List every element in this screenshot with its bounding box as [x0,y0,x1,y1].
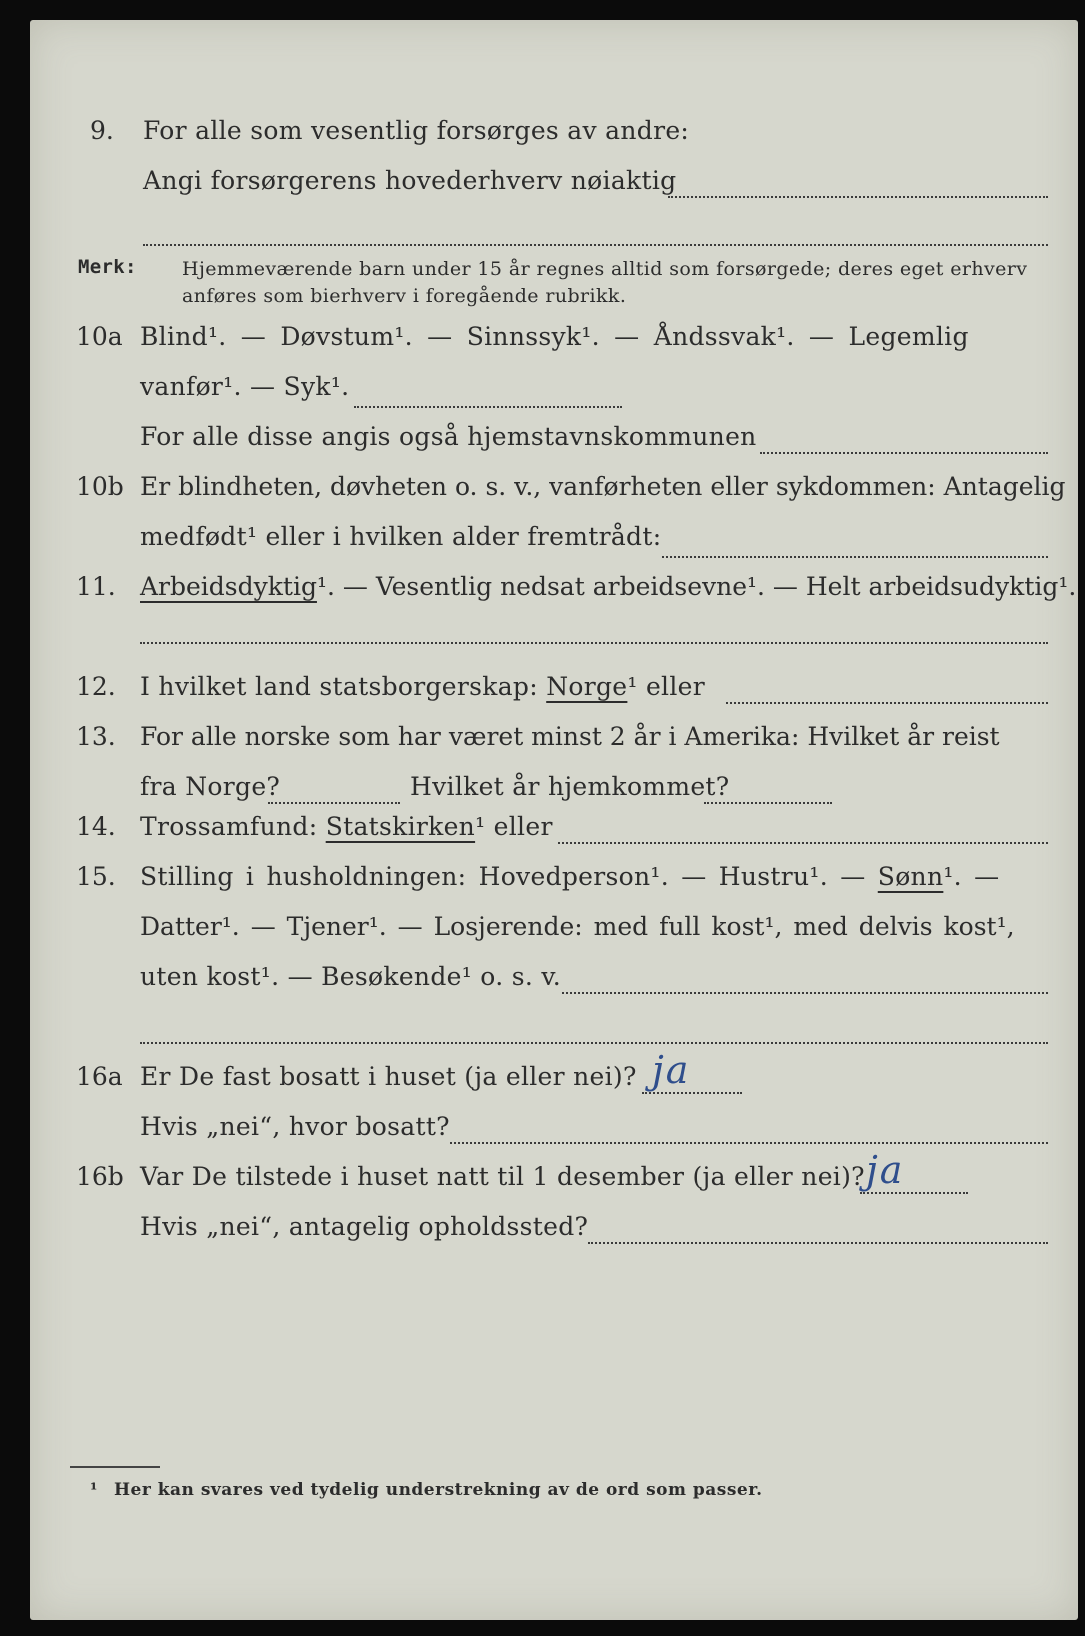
question-number: 15. [76,862,116,891]
answer-line-q12[interactable] [726,702,1048,704]
question-12-rest: ¹ eller [627,672,705,701]
option-statskirken[interactable]: Statskirken [325,812,476,841]
note-label: Merk: [78,256,137,278]
question-9-text: For alle som vesentlig forsørges av andre: [143,116,690,145]
option-norge[interactable]: Norge [546,672,628,701]
answer-line-q10b[interactable] [662,556,1048,558]
question-13-prompt-hjemkommet: Hvilket år hjemkommet? [410,772,730,801]
answer-line-q9-extra[interactable] [143,244,1048,246]
question-12-text [140,672,705,701]
option-arbeidsdyktig[interactable]: Arbeidsdyktig [140,572,317,601]
question-14-lead: Trossamfund: [140,812,318,841]
answer-line-q11[interactable] [140,642,1048,644]
note-text-line1: Hjemmeværende barn under 15 år regnes alltid som forsørgede; deres eget erhverv [182,258,1028,280]
question-15-options-a: Stilling i husholdningen: Hovedperson¹. — Hustru¹. — [140,862,866,891]
handwritten-answer-16a: ja [652,1048,691,1092]
question-16a-prompt: Hvis „nei“, hvor bosatt? [140,1112,450,1141]
question-10a-prompt: For alle disse angis også hjemstavnskommunen [140,422,757,451]
answer-line-q10a[interactable] [354,406,622,408]
question-15-line2: Datter¹. — Tjener¹. — Losjerende: med full kost¹, med delvis kost¹, [140,912,1015,941]
answer-line-q9[interactable] [668,196,1048,198]
question-number: 10b [76,472,124,501]
question-16a-text: Er De fast bosatt i huset (ja eller nei)? [140,1062,637,1091]
question-10a-options: Blind¹. — Døvstum¹. — Sinnssyk¹. — Åndssvak¹. — Legemlig [140,322,969,351]
question-15-line1 [140,862,999,891]
question-number: 11. [76,572,116,601]
question-13-prompt-reist: fra Norge? [140,772,281,801]
question-10a-options-line2: vanfør¹. — Syk¹. [140,372,350,401]
question-16b-prompt: Hvis „nei“, antagelig opholdssted? [140,1212,589,1241]
question-number: 9. [90,116,114,145]
question-10b-text: Er blindheten, døvheten o. s. v., vanførheten eller sykdommen: Antagelig [140,472,1066,501]
question-11-options [140,572,1076,601]
footnote-rule [70,1466,160,1468]
question-13-text: For alle norske som har været minst 2 år i Amerika: Hvilket år reist [140,722,1000,751]
footnote-text: Her kan svares ved tydelig understrekning av de ord som passer. [114,1480,763,1500]
footnote-mark: ¹ [90,1480,98,1500]
answer-line-q16b[interactable] [860,1192,968,1194]
question-number: 16a [76,1062,123,1091]
question-16b-text: Var De tilstede i huset natt til 1 desember (ja eller nei)? [140,1162,865,1191]
answer-line-q13-reist[interactable] [268,802,400,804]
question-number: 12. [76,672,116,701]
answer-line-q16a[interactable] [642,1092,742,1094]
question-14-text [140,812,553,841]
answer-line-q15-extra[interactable] [140,1042,1048,1044]
question-15-options-b: ¹. — [943,862,1000,891]
question-11-rest: ¹. — Vesentlig nedsat arbeidsevne¹. — Helt arbeidsudyktig¹. [316,572,1077,601]
answer-line-q10a-kommune[interactable] [760,452,1048,454]
option-sonn[interactable]: Sønn [877,862,944,891]
question-number: 14. [76,812,116,841]
question-10b-prompt: medfødt¹ eller i hvilken alder fremtrådt: [140,522,662,551]
question-number: 10a [76,322,123,351]
answer-line-q14[interactable] [558,842,1048,844]
answer-line-q16b-opholdssted[interactable] [588,1242,1048,1244]
question-number: 13. [76,722,116,751]
handwritten-answer-16b: ja [866,1148,905,1192]
answer-line-q13-hjemkommet[interactable] [704,802,832,804]
answer-line-q16a-bosatt[interactable] [450,1142,1048,1144]
question-15-line3: uten kost¹. — Besøkende¹ o. s. v. [140,962,562,991]
question-12-lead: I hvilket land statsborgerskap: [140,672,538,701]
question-9-prompt: Angi forsørgerens hovederhverv nøiaktig [143,166,677,195]
question-14-rest: ¹ eller [475,812,553,841]
census-form-page [30,20,1078,1620]
note-text-line2: anføres som bierhverv i foregående rubrikk. [182,285,627,307]
answer-line-q15[interactable] [562,992,1048,994]
question-number: 16b [76,1162,124,1191]
